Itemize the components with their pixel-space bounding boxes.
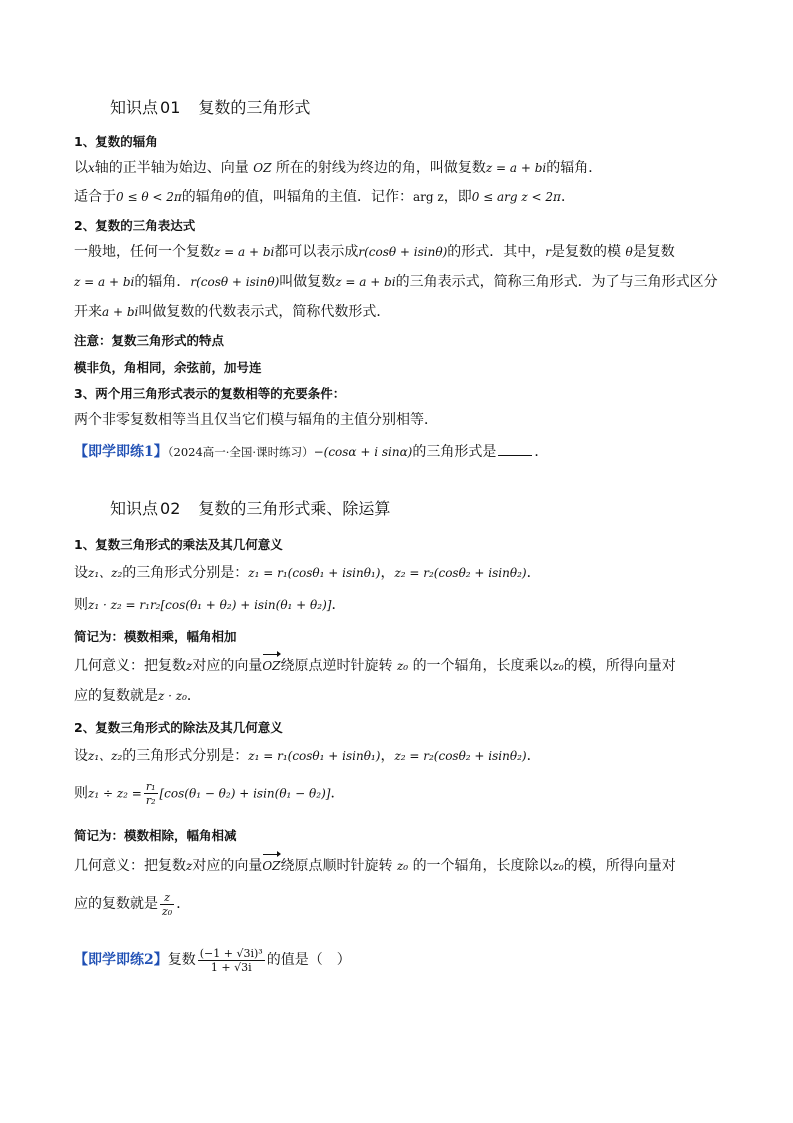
exercise-tag: 【即学即练2】 <box>74 952 168 968</box>
math: θ <box>625 245 633 259</box>
text: ， <box>380 748 395 764</box>
numerator: z <box>160 891 174 905</box>
exercise-1 <box>74 441 724 462</box>
math: z₀ <box>552 859 564 873</box>
text: ， <box>380 565 395 581</box>
text: 的形式．其中， <box>447 244 546 260</box>
text: 几何意义：把复数 <box>74 858 186 874</box>
math: [cos(θ₁ − θ₂) + isin(θ₁ − θ₂)] <box>159 786 331 801</box>
math: arg z <box>412 190 444 204</box>
paragraph-mult-formula <box>74 595 724 615</box>
answer-blank[interactable] <box>498 441 532 456</box>
text: 的三角表示式，简称三角形式．为了与三角形式区分 <box>395 274 718 290</box>
math: z <box>186 859 193 873</box>
text: 几何意义：把复数 <box>74 658 186 674</box>
math: x <box>88 161 95 175</box>
math: z · z₀ <box>158 689 187 703</box>
section2-heading <box>110 499 760 519</box>
paragraph-mult-geometry-2 <box>74 686 724 706</box>
paragraph-div-geometry-2 <box>74 890 724 918</box>
heading-number: 02 <box>160 499 181 518</box>
brief-division: 简记为：模数相除，幅角相减 <box>74 828 237 843</box>
paragraph-principal-value <box>74 187 724 207</box>
math: a + bi <box>102 305 139 319</box>
text: 对应的向量 <box>192 858 263 874</box>
exercise-tag: 【即学即练1】 <box>74 444 168 460</box>
text: 的辐角 <box>181 189 224 205</box>
text: ． <box>526 565 541 581</box>
paragraph-equality: 两个非零复数相等当且仅当它们模与辐角的主值分别相等． <box>74 412 438 428</box>
heading-number: 01 <box>160 98 181 117</box>
text: 的三角形式分别是： <box>122 565 249 581</box>
math: r(cosθ + isinθ) <box>358 245 448 259</box>
math: z₁、z₂ <box>88 566 123 580</box>
math: r <box>545 245 552 259</box>
fraction-z-z0 <box>160 891 174 918</box>
math: z₁ ÷ z₂ = <box>88 786 142 801</box>
paragraph-mult-setup <box>74 563 724 583</box>
heading-label: 知识点 <box>110 98 159 117</box>
text: 是复数的模 <box>551 244 622 260</box>
math: z₁ = r₁(cosθ₁ + isinθ₁) <box>248 749 381 763</box>
text: 的辐角． <box>134 274 191 290</box>
paragraph-mult-geometry-1 <box>74 656 724 676</box>
math: z = a + bi <box>335 275 396 289</box>
text: 绕原点顺时针旋转 <box>280 858 393 874</box>
math-vector: OZ <box>262 856 280 876</box>
subheading-equality: 3、两个用三角形式表示的复数相等的充要条件： <box>74 386 346 401</box>
denominator: z₀ <box>162 904 173 918</box>
subheading-trig-form: 2、复数的三角表达式 <box>74 218 196 233</box>
text: 的三角形式是 <box>412 444 497 460</box>
fraction-expression <box>198 947 265 974</box>
text: ． <box>560 189 575 205</box>
subheading-multiplication: 1、复数三角形式的乘法及其几何意义 <box>74 537 283 552</box>
math: z₁ · z₂ = r₁r₂[cos(θ₁ + θ₂) + isin(θ₁ + θ₂)] <box>88 598 332 612</box>
math: z₂ = r₂(cosθ₂ + isinθ₂) <box>394 749 527 763</box>
heading-label: 知识点 <box>110 499 159 518</box>
text: 的模，所得向量对 <box>563 858 676 874</box>
paragraph-div-geometry-1 <box>74 856 724 876</box>
math-vector: OZ <box>262 656 280 676</box>
math: z₁ = r₁(cosθ₁ + isinθ₁) <box>248 566 381 580</box>
text: 叫做复数 <box>279 274 336 290</box>
paragraph-trig-form-1 <box>74 242 724 262</box>
math: r(cosθ + isinθ) <box>190 275 280 289</box>
text: 轴的正半轴为始边、向量 <box>94 160 249 176</box>
text: 的一个辐角，长度乘以 <box>412 658 553 674</box>
denominator: r₂ <box>145 794 156 807</box>
exercise-2 <box>74 945 724 975</box>
math: z₀ <box>552 659 564 673</box>
subheading-division: 2、复数三角形式的除法及其几何意义 <box>74 720 283 735</box>
denominator: 1 + √3i <box>210 960 252 974</box>
text: 的辐角． <box>546 160 603 176</box>
paragraph-trig-form-2 <box>74 272 724 292</box>
math: z₁、z₂ <box>88 749 123 763</box>
text: 的三角形式分别是： <box>122 748 249 764</box>
text: 以 <box>74 160 88 176</box>
text: 一般地，任何一个复数 <box>74 244 214 260</box>
note-body: 模非负，角相同，余弦前，加号连 <box>74 360 262 375</box>
text: 设 <box>74 748 88 764</box>
numerator: (−1 + √3i)³ <box>199 946 263 960</box>
text: 叫做复数的代数表示式，简称代数形式． <box>138 304 391 320</box>
text: ． <box>186 688 201 704</box>
heading-title: 复数的三角形式乘、除运算 <box>198 499 391 518</box>
paragraph-div-setup <box>74 746 724 766</box>
math: z₂ = r₂(cosθ₂ + isinθ₂) <box>394 566 527 580</box>
text: 应的复数就是 <box>74 688 158 704</box>
brief-multiplication: 简记为：模数相乘，幅角相加 <box>74 629 237 644</box>
text: 所在的射线为终边的角，叫做复数 <box>275 160 486 176</box>
text: 则 <box>74 597 88 613</box>
math: z = a + bi <box>485 161 547 175</box>
paragraph-div-formula <box>74 780 724 807</box>
section1-heading <box>110 98 760 118</box>
math: 0 ≤ θ < 2π <box>116 190 182 204</box>
paragraph-trig-form-3 <box>74 302 724 322</box>
text: ． <box>176 896 191 912</box>
text: ． <box>526 748 541 764</box>
text: 应的复数就是 <box>74 896 158 912</box>
math-vector: OZ <box>253 161 272 175</box>
math: z = a + bi <box>214 245 275 259</box>
text: 对应的向量 <box>192 658 263 674</box>
text: 的模，所得向量对 <box>563 658 676 674</box>
subheading-argument: 1、复数的辐角 <box>74 134 158 149</box>
text: 适合于 <box>74 189 116 205</box>
text: ． <box>534 444 549 460</box>
math: z₀ <box>396 859 409 873</box>
math: 0 ≤ arg z < 2π <box>471 190 561 204</box>
paragraph-argument-def <box>74 158 724 178</box>
text: 的值，叫辐角的主值．记作： <box>230 189 413 205</box>
math: θ <box>223 190 231 204</box>
text: 设 <box>74 565 88 581</box>
note-title: 注意：复数三角形式的特点 <box>74 333 225 348</box>
fraction-r1-r2 <box>144 780 158 807</box>
numerator: r₁ <box>145 780 156 793</box>
text: ． <box>330 785 345 802</box>
text: 都可以表示成 <box>274 244 359 260</box>
math: z <box>186 659 193 673</box>
text: 复数 <box>167 952 196 968</box>
heading-title: 复数的三角形式 <box>198 98 311 117</box>
text: 开来 <box>74 304 102 320</box>
text: 的一个辐角，长度除以 <box>412 858 553 874</box>
text: 则 <box>74 785 88 802</box>
text: 是复数 <box>632 244 675 260</box>
text: 的值是（ ） <box>266 952 351 968</box>
math: z = a + bi <box>74 275 135 289</box>
exercise-source: （2024高一·全国·课时练习） <box>167 445 314 459</box>
math: −(cosα + i sinα) <box>313 445 413 459</box>
text: 绕原点逆时针旋转 <box>280 658 393 674</box>
math: z₀ <box>396 659 409 673</box>
text: ． <box>331 597 346 613</box>
text: ，即 <box>443 189 472 205</box>
